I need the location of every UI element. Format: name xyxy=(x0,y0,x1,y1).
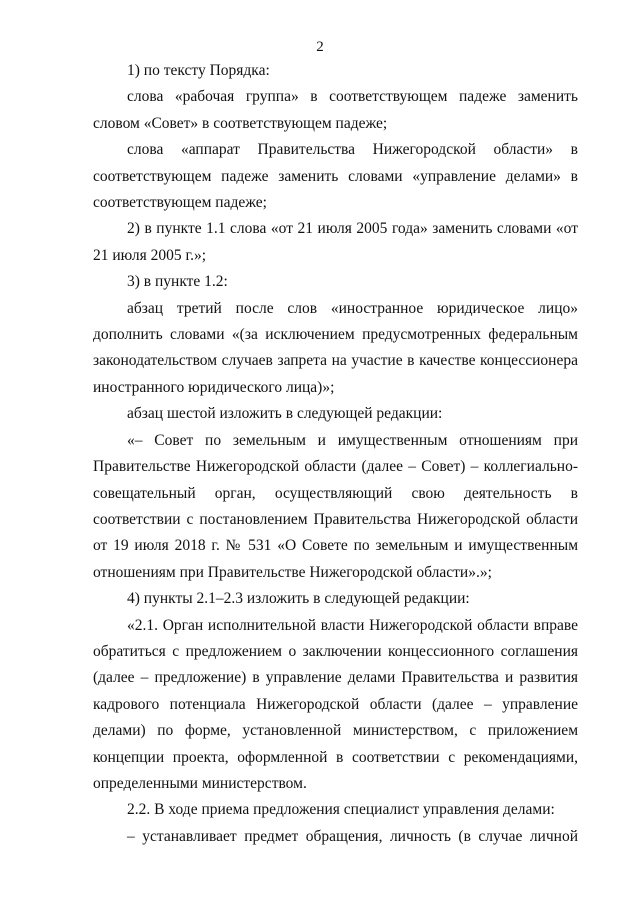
page-number: 2 xyxy=(316,39,324,55)
paragraph-7: абзац шестой изложить в следующей редакции: xyxy=(127,405,443,423)
paragraph-8: «– Совет по земельным и имущественным отношениям при Правительстве Нижегородской области (далее – Совет) – коллегиально-совещательный орган, осуществляющий свою деятельность в соответствии с постановлением Правительства Нижегородской области от 19 июля 2018 г. № 531 «О Совете по земельным и имущественным отношениям при Правительстве Нижегородской области».»; xyxy=(93,431,578,581)
document-body xyxy=(93,58,578,850)
paragraph-1: 1) по тексту Порядка: xyxy=(127,62,270,79)
paragraph-4: 2) в пункте 1.1 слова «от 21 июля 2005 года» заменить словами «от 21 июля 2005 г.»; xyxy=(93,220,578,264)
paragraph-12: – устанавливает предмет обращения, личность (в случае личной xyxy=(127,827,578,845)
paragraph-5: 3) в пункте 1.2: xyxy=(127,273,228,291)
paragraph-6: абзац третий после слов «иностранное юридическое лицо» дополнить словами «(за исключением предусмотренных федеральным законодательством случаев запрета на участие в качестве концессионера иностранного юридического лица)»; xyxy=(93,299,578,396)
paragraph-11: 2.2. В ходе приема предложения специалист управления делами: xyxy=(127,801,555,819)
paragraph-2: слова «рабочая группа» в соответствующем падеже заменить словом «Совет» в соответствующем падеже; xyxy=(93,88,578,132)
paragraph-9: 4) пункты 2.1–2.3 изложить в следующей редакции: xyxy=(127,590,470,608)
paragraph-3: слова «аппарат Правительства Нижегородской области» в соответствующем падеже заменить словами «управление делами» в соответствующем падеже; xyxy=(93,141,578,212)
paragraph-10: «2.1. Орган исполнительной власти Нижегородской области вправе обратиться с предложением о заключении концессионного соглашения (далее – предложение) в управление делами Правительства и развития кадрового потенциала Нижегородской области (далее – управление делами) по форме, установленной министерством, с приложением концепции проекта, оформленной в соответствии с рекомендациями, определенными министерством. xyxy=(93,616,578,792)
